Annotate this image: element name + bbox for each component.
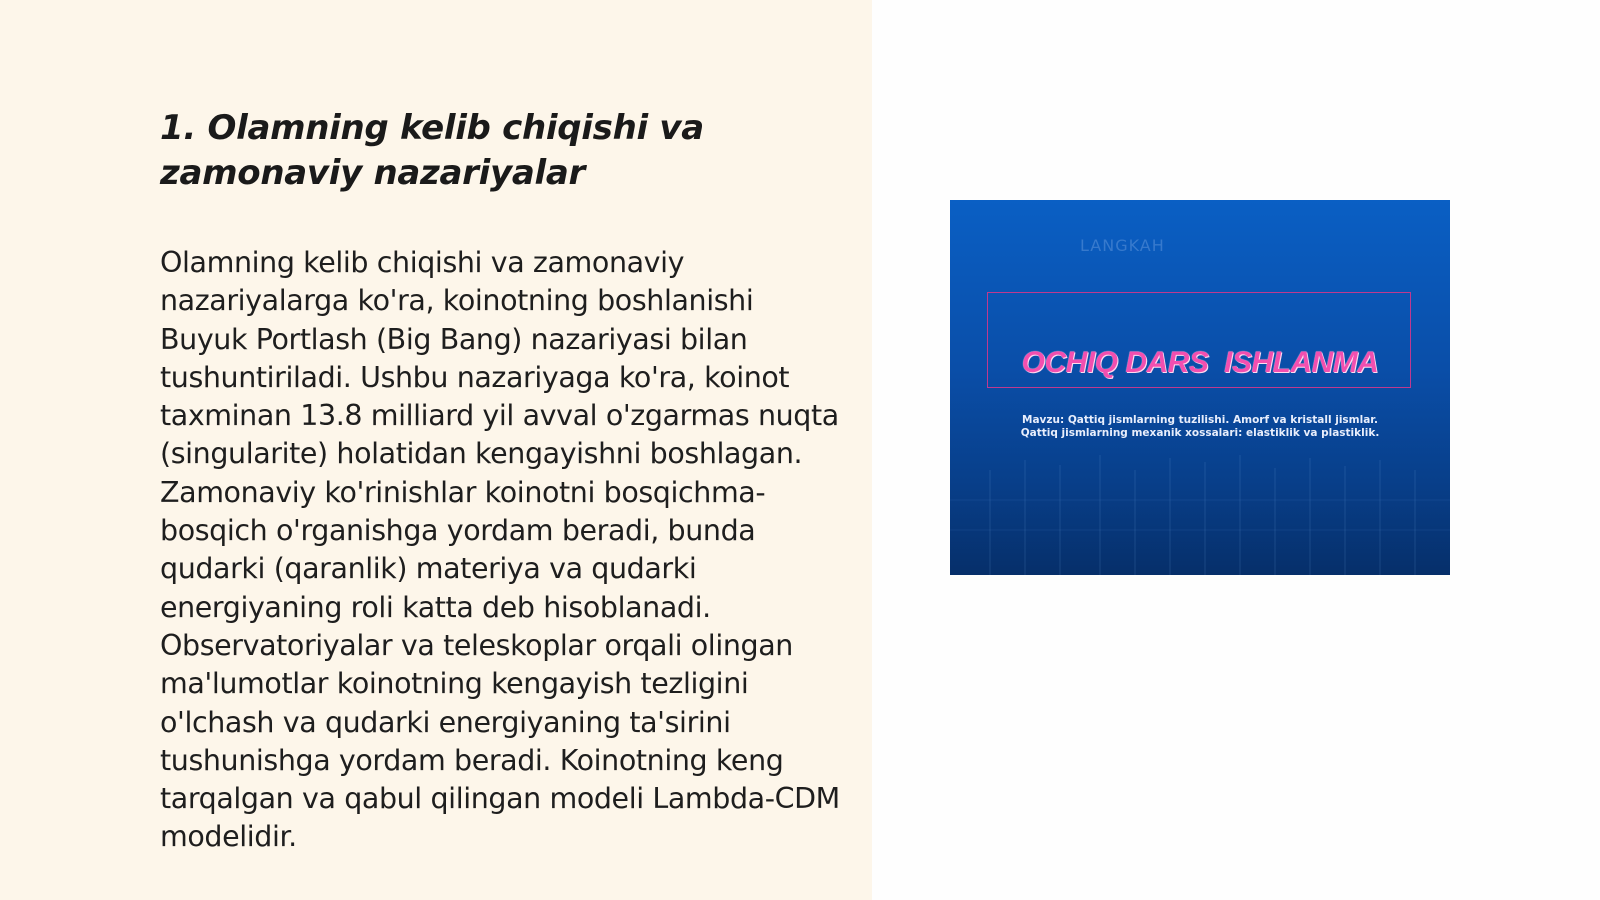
slide-body-text: Olamning kelib chiqishi va zamonaviy nazariyalarga ko'ra, koinotning boshlanishi Buyuk Portlash (Big Bang) nazariyasi bilan tushuntiriladi. Ushbu nazariyaga ko'ra, koinot taxminan 13.8 milliard yil avval o'zgarmas nuqta (singularite) holatidan kengayishni boshlagan. Zamonaviy ko'rinishlar koinotni bosqichma-bosqich o'rganishga yordam beradi, bunda qudarki (qaranlik) materiya va qudarki energiyaning roli katta deb hisoblanadi. Observatoriyalar va teleskoplar orqali olingan ma'lumotlar koinotning kengayish tezligini o'lchash va qudarki energiyaning ta'sirini tushunishga yordam beradi. Koinotning keng tarqalgan va qabul qilingan modeli Lambda-CDM modelidir. — [160, 246, 840, 854]
slide-heading: 1. Olamning kelib chiqishi va zamonaviy nazariyalar — [160, 108, 704, 193]
thumbnail-faint-text: LANGKAH — [1080, 236, 1165, 255]
slide-thumbnail-image — [950, 200, 1450, 575]
thumbnail-subtitle: Mavzu: Qattiq jismlarning tuzilishi. Amorf va kristall jismlar. Qattiq jismlarning mexanik xossalari: elastiklik va plastiklik. — [1020, 414, 1380, 439]
thumbnail-title: OCHIQ DARS ISHLANMA — [1021, 346, 1379, 379]
